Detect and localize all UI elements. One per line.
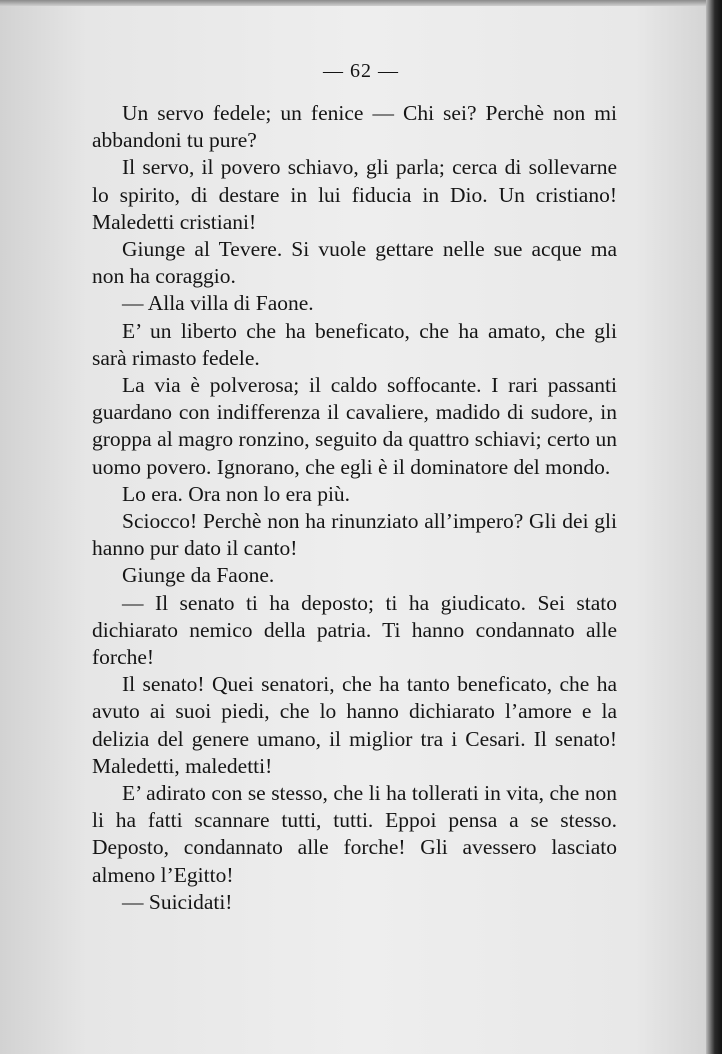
paragraph: E’ un liberto che ha beneficato, che ha amato, che gli sarà rimasto fedele. <box>92 318 617 370</box>
paragraph: Sciocco! Perchè non ha rinunziato all’impero? Gli dei gli hanno pur dato il canto! <box>92 509 617 561</box>
paragraph: E’ adirato con se stesso, che li ha tollerati in vita, che non li ha fatti scannare tutti, tutti. Eppoi pensa a se stesso. Deposto, condannato alle forche! Gli avessero lasciato almeno l’Egitto! <box>92 781 617 887</box>
paragraph: — Il senato ti ha deposto; ti ha giudicato. Sei stato dichiarato nemico della patria. Ti hanno condannato alle forche! <box>92 590 617 670</box>
page-binding-shadow <box>706 0 722 1054</box>
paragraph: Lo era. Ora non lo era più. <box>122 481 351 506</box>
paragraph: Il servo, il povero schiavo, gli parla; cerca di sollevarne lo spirito, di destare in lui fiducia in Dio. Un cristiano! Maledetti cristiani! <box>92 155 617 234</box>
page-number: — 62 — <box>323 60 399 82</box>
paragraph: Giunge al Tevere. Si vuole gettare nelle sue acque ma non ha coraggio. <box>92 237 617 289</box>
paragraph: La via è polverosa; il caldo soffocante. I rari passanti guardano con indifferenza il cavaliere, madido di sudore, in groppa al magro ronzino, seguito da quattro schiavi; certo un uomo povero. Ignorano, che egli è il dominatore del mondo. <box>92 373 617 479</box>
paragraph: Giunge da Faone. <box>122 563 275 588</box>
body-text <box>92 100 617 916</box>
page-top-edge <box>0 0 722 6</box>
paragraph: Il senato! Quei senatori, che ha tanto beneficato, che ha avuto ai suoi piedi, che lo hanno dichiarato l’amore e la delizia del genere umano, il miglior tra i Cesari. Il senato! Maledetti, maledetti! <box>92 672 617 778</box>
paragraph: — Alla villa di Faone. <box>122 291 314 316</box>
paragraph: — Suicidati! <box>122 889 233 914</box>
paragraph: Un servo fedele; un fenice — Chi sei? Perchè non mi abbandoni tu pure? <box>92 101 617 153</box>
